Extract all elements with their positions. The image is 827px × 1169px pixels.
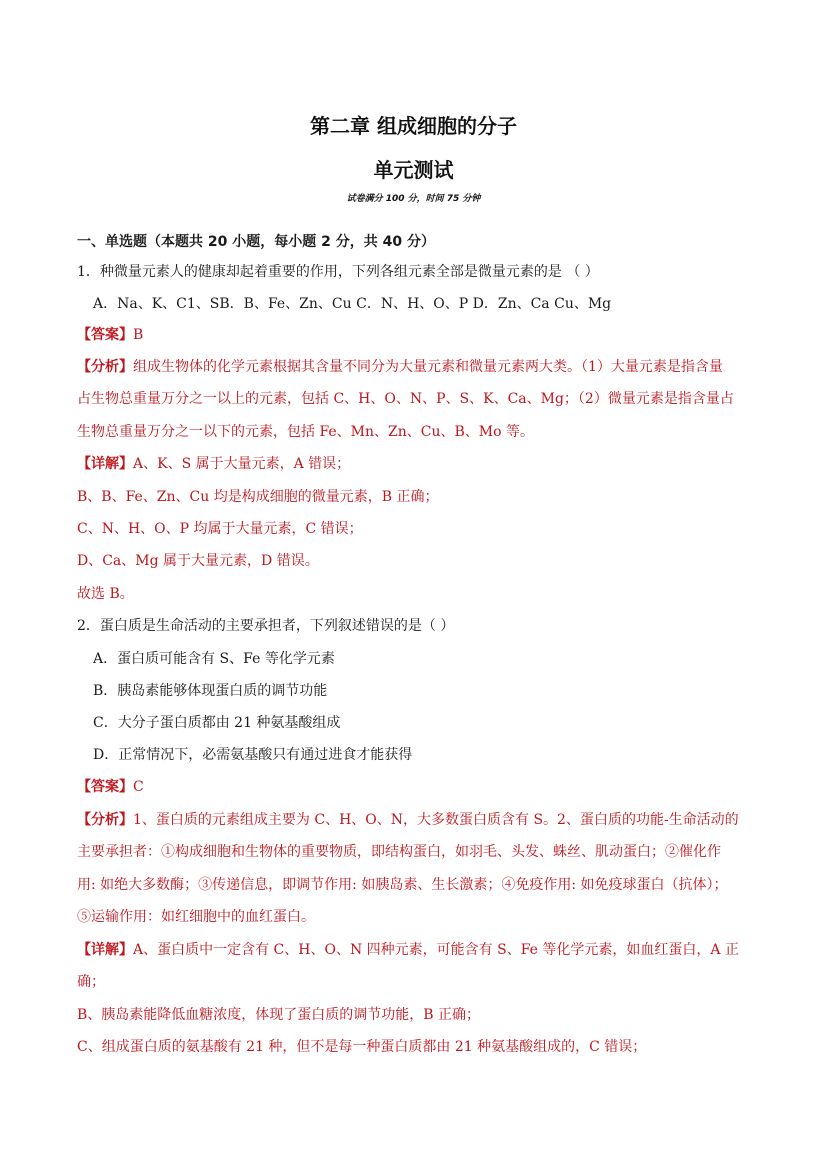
- q1-analysis-line-2: 占生物总重量万分之一以上的元素，包括 C、H、O、N、P、S、K、Ca、Mg；（2）微量元素是指含量占: [77, 391, 734, 407]
- q2-option-a: A．蛋白质可能含有 S、Fe 等化学元素: [93, 651, 335, 667]
- q2-stem: 2．蛋白质是生命活动的主要承担者，下列叙述错误的是（ ）: [77, 618, 455, 634]
- q2-answer-value: C: [133, 779, 144, 795]
- q1-answer: [77, 326, 143, 344]
- q1-detail-line-4: D、Ca、Mg 属于大量元素，D 错误。: [77, 553, 319, 569]
- q1-answer-label: 【答案】: [77, 327, 133, 343]
- q1-detail-line-2: B、B、Fe、Zn、Cu 均是构成细胞的微量元素，B 正确；: [77, 489, 439, 505]
- q2-detail-line-2: 确；: [77, 974, 105, 990]
- q1-detail-line-1: 【详解】A、K、S 属于大量元素，A 错误；: [77, 456, 351, 472]
- q2-detail-line-4: C、组成蛋白质的氨基酸有 21 种，但不是每一种蛋白质都由 21 种氨基酸组成的，C 错误；: [77, 1039, 647, 1055]
- chapter-title: 第二章 组成细胞的分子: [310, 114, 517, 138]
- test-subtitle: 单元测试: [373, 158, 454, 182]
- q1-stem: 1．种微量元素人的健康却起着重要的作用，下列各组元素全部是微量元素的是 （ ）: [77, 264, 599, 280]
- q1-analysis-line-1: 【分析】组成生物体的化学元素根据其含量不同分为大量元素和微量元素两大类。（1）大量元素是指含量: [77, 359, 723, 375]
- q2-detail-label: 【详解】: [77, 942, 133, 958]
- q1-answer-value: B: [133, 327, 144, 343]
- q1-analysis-line-3: 生物总重量万分之一以下的元素，包括 Fe、Mn、Zn、Cu、B、Mo 等。: [77, 424, 535, 440]
- q1-detail-line-3: C、N、H、O、P 均属于大量元素，C 错误；: [77, 521, 363, 537]
- q1-conclusion: 故选 B。: [77, 586, 134, 602]
- q2-analysis-line-4: ⑤运输作用：如红细胞中的血红蛋白。: [77, 909, 315, 925]
- q2-detail-line-3: B、胰岛素能降低血糖浓度，体现了蛋白质的调节功能，B 正确；: [77, 1007, 481, 1023]
- q2-analysis-label: 【分析】: [77, 812, 133, 828]
- q2-answer-label: 【答案】: [77, 779, 133, 795]
- q1-detail-label: 【详解】: [77, 456, 133, 472]
- q1-analysis-label: 【分析】: [77, 359, 133, 375]
- q2-option-c: C．大分子蛋白质都由 21 种氨基酸组成: [93, 715, 341, 731]
- test-note: 试卷满分 100 分，时间 75 分钟: [346, 194, 481, 204]
- q2-analysis-line-1: 【分析】1、蛋白质的元素组成主要为 C、H、O、N，大多数蛋白质含有 S。2、蛋白质的功能-生命活动的: [77, 812, 739, 828]
- q2-option-d: D．正常情况下，必需氨基酸只有通过进食才能获得: [93, 747, 413, 763]
- q2-detail-line-1: 【详解】A、蛋白质中一定含有 C、H、O、N 四种元素，可能含有 S、Fe 等化学元素，如血红蛋白，A 正: [77, 942, 739, 958]
- q2-answer: [77, 778, 144, 796]
- q2-option-b: B．胰岛素能够体现蛋白质的调节功能: [93, 683, 328, 699]
- q2-analysis-line-2: 主要承担者：①构成细胞和生物体的重要物质，即结构蛋白，如羽毛、头发、蛛丝、肌动蛋白；②催化作: [77, 844, 721, 860]
- q2-analysis-line-3: 用: 如绝大多数酶；③传递信息，即调节作用: 如胰岛素、生长激素；④免疫作用: 如免疫球蛋白（抗体）；: [77, 877, 728, 893]
- q1-options: A．Na、K、C1、SB．B、Fe、Zn、Cu C．N、H、O、P D．Zn、Ca Cu、Mg: [93, 296, 612, 312]
- section-heading: 一、单选题（本题共 20 小题，每小题 2 分，共 40 分）: [77, 234, 435, 250]
